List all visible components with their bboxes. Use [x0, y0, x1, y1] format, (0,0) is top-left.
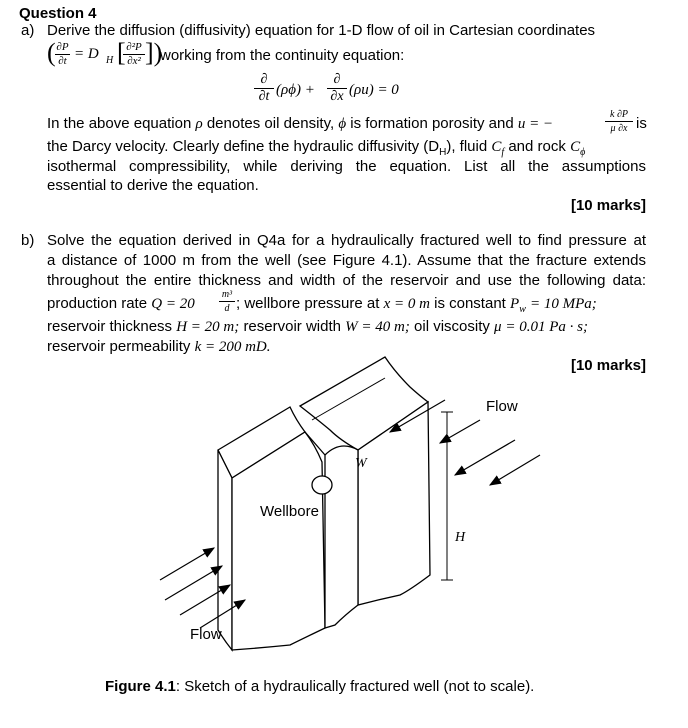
fracture-face [325, 446, 358, 628]
question-title: Question 4 [19, 5, 97, 22]
part-a-line2: working from the continuity equation: [160, 47, 405, 64]
wellbore-label: Wellbore [260, 503, 319, 520]
eq-equals-dh: = D [74, 46, 99, 62]
flow-top-label: Flow [486, 398, 518, 415]
part-a-line1: Derive the diffusion (diffusivity) equation for 1-D flow of oil in Cartesian coordinates [47, 22, 596, 39]
part-b-line4-rest: ; wellbore pressure at x = 0 m is constant $P_w = 10$ MPa; [236, 295, 597, 315]
h-label: H [455, 530, 466, 545]
wellbore [312, 476, 332, 494]
part-b-line3: throughout the entire thickness and width of the reservoir and use the following data: [47, 272, 646, 289]
part-b-line5: reservoir thickness H = 20 m; reservoir width W = 40 m; oil viscosity μ = 0.01 Pa · s; [47, 318, 588, 335]
part-a-line3: In the above equation ρ denotes oil density, ϕ is formation porosity and u = − [47, 115, 554, 132]
darcy-fraction: k ∂P μ ∂x [605, 109, 633, 134]
figure-caption: Figure 4.1: Sketch of a hydraulically fractured well (not to scale). [105, 678, 535, 695]
part-b-label: b) [21, 232, 35, 249]
eq-rhs-den: ∂x² [127, 55, 141, 67]
q-unit-fraction: m³ d [219, 289, 235, 314]
eq-lhs-num: ∂P [56, 41, 69, 53]
darcy-is: is [636, 115, 647, 132]
left-block-front [218, 450, 232, 650]
part-a-marks: [10 marks] [570, 197, 646, 214]
part-b-line6: reservoir permeability k = 200 mD. [47, 338, 271, 355]
w-label: W [355, 456, 367, 471]
flow-bottom-label: Flow [190, 626, 222, 643]
part-a-line5: isothermal compressibility, while deriving the equation. List all the assumptions [47, 158, 646, 175]
part-b-line2: a distance of 1000 m from the well (see Figure 4.1). Assume that the fracture extends [47, 252, 646, 269]
eq-rhs-num: ∂²P [126, 41, 142, 53]
eq-lhs-den: ∂t [58, 55, 67, 67]
part-a-label: a) [21, 22, 35, 39]
part-a-line6: essential to derive the equation. [47, 177, 259, 194]
part-a-line4: the Darcy velocity. Clearly define the hydraulic diffusivity $(D_H)$, fluid $C_f$ and rock $C_\phi$ [47, 138, 586, 158]
eq-dh-sub: H [106, 55, 114, 66]
part-b-line1: Solve the equation derived in Q4a for a hydraulically fractured well to find pressure at [47, 232, 646, 249]
part-b-marks: [10 marks] [570, 357, 646, 374]
part-b-line4: production rate Q = 20 [47, 295, 195, 312]
